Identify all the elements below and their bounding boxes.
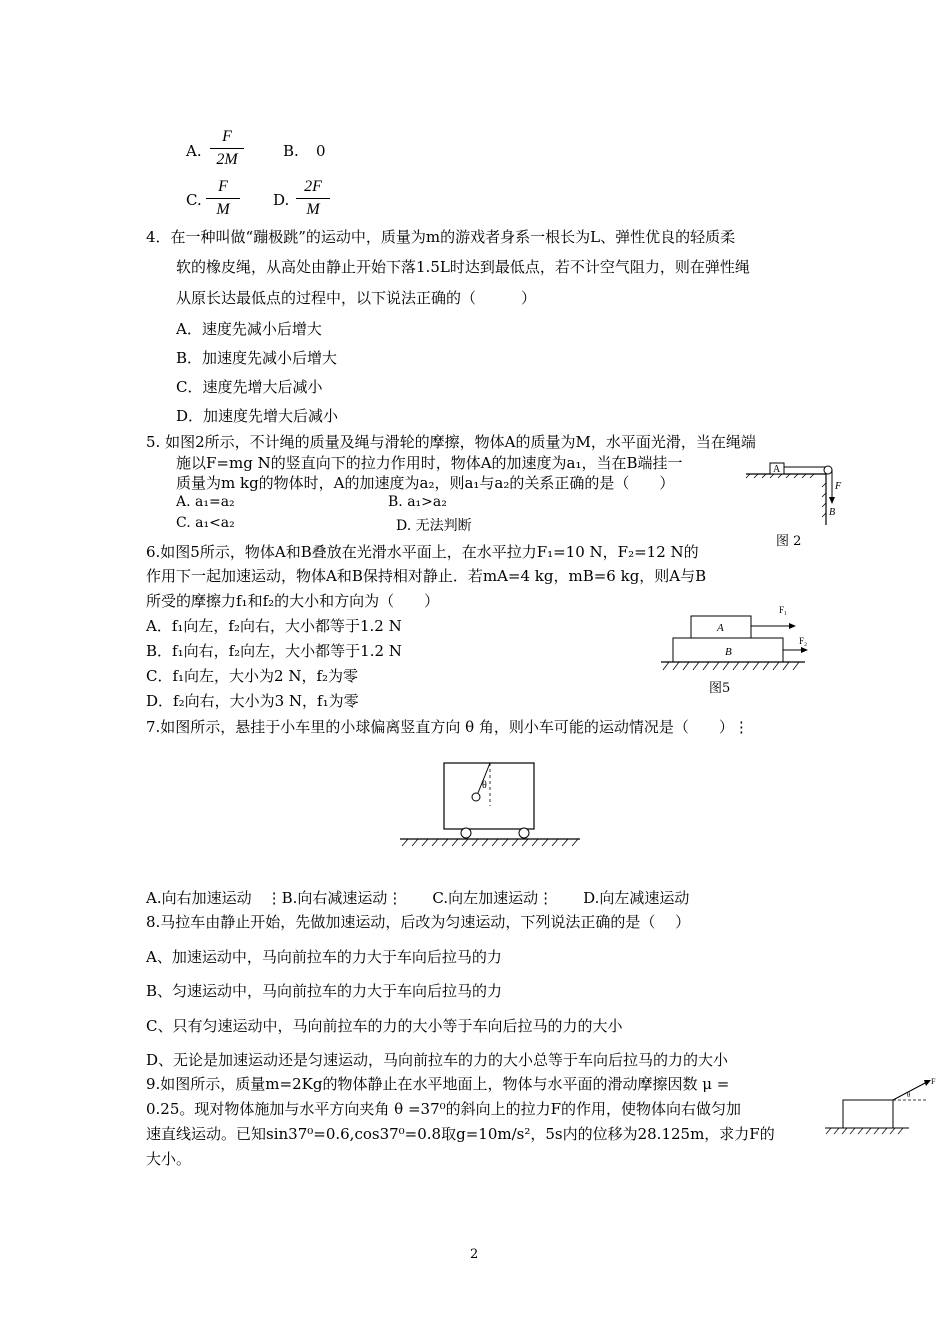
q9-stem-line-4: 大小。 [146, 1150, 192, 1168]
figure-5-caption: 图5 [709, 681, 731, 696]
q4-option-a: A．速度先减小后增大 [176, 320, 322, 338]
q5-option-b: B. a₁>a₂ [388, 494, 447, 510]
pulley-icon [824, 466, 832, 474]
q6-option-d: D．f₂向右，大小为3 N，f₁为零 [146, 692, 359, 710]
angle-theta-label: θ [482, 780, 487, 791]
q3-option-b-label: B. [283, 142, 299, 160]
q8-stem: 8.马拉车由静止开始，先做加速运动，后改为匀速运动，下列说法正确的是（ ） [146, 913, 691, 931]
q6-option-b: B．f₁向右，f₂向左，大小都等于1.2 N [146, 642, 402, 660]
q3-option-d-label: D. [273, 191, 290, 209]
q7-stem: 7.如图所示，悬挂于小车里的小球偏离竖直方向 θ 角，则小车可能的运动情况是（ ）⋮ [146, 718, 749, 736]
pendulum-ball [472, 793, 480, 801]
block-b-label: B [725, 646, 732, 658]
q3-option-a-label: A. [186, 142, 202, 160]
force-f-label: F [931, 1077, 936, 1086]
q3-option-d-fraction [296, 178, 330, 219]
q6-stem-line-1: 6.如图5所示，物体A和B叠放在光滑水平面上，在水平拉力F₁=10 N，F₂=12 N的 [146, 543, 699, 561]
q4-stem-line-2: 软的橡皮绳，从高处由静止开始下落1.5L时达到最低点，若不计空气阻力，则在弹性绳 [176, 258, 750, 276]
block [843, 1100, 893, 1128]
q5-stem-line-2: 施以F=mg N的竖直向下的拉力作用时，物体A的加速度为a₁，当在B端挂一 [176, 454, 683, 472]
q9-stem-line-2: 0.25。现对物体施加与水平方向夹角 θ =37⁰的斜向上的拉力F的作用，使物体向右做匀加 [146, 1100, 742, 1118]
fraction-numerator: 2F [304, 178, 322, 195]
q8-option-c: C、只有匀速运动中，马向前拉车的力的大小等于车向后拉马的力的大小 [146, 1017, 623, 1035]
q3-option-c-fraction [206, 178, 240, 219]
q5-option-c: C. a₁<a₂ [176, 515, 235, 531]
q5-option-a: A. a₁=a₂ [176, 494, 235, 510]
q3-option-b-value: 0 [316, 142, 326, 160]
block-a-label: A [717, 622, 724, 634]
q8-option-a: A、加速运动中，马向前拉车的力大于车向后拉马的力 [146, 948, 502, 966]
q9-stem-line-3: 速直线运动。已知sin37⁰=0.6,cos37⁰=0.8取g=10m/s²，5s内的位移为28.125m，求力F的 [146, 1125, 775, 1143]
figure-block-inclined-pull [823, 1072, 945, 1142]
q6-option-c: C．f₁向左，大小为2 N，f₂为零 [146, 667, 359, 685]
fraction-numerator: F [218, 178, 228, 195]
q9-stem-line-1: 9.如图所示，质量m=2Kg的物体静止在水平地面上，物体与水平面的滑动摩擦因数 μ = [146, 1075, 730, 1093]
q6-option-a: A．f₁向左，f₂向右，大小都等于1.2 N [146, 617, 402, 635]
q7-options: A.向右加速运动 ⋮B.向右减速运动⋮ C.向左加速运动⋮ D.向左减速运动 [146, 889, 690, 907]
q6-stem-line-3: 所受的摩擦力f₁和f₂的大小和方向为（ ） [146, 592, 440, 610]
force-f1-label: F₁ [779, 605, 788, 615]
q5-stem-line-1: 5. 如图2所示，不计绳的质量及绳与滑轮的摩擦，物体A的质量为M，水平面光滑，当在绳端 [146, 433, 756, 451]
q4-option-c: C．速度先增大后减小 [176, 378, 323, 396]
q3-option-a-fraction [210, 128, 244, 169]
point-b-label: B [829, 507, 836, 518]
fraction-denominator: M [216, 201, 230, 218]
fraction-denominator: 2M [216, 151, 238, 168]
wheel-left [461, 828, 471, 838]
q3-option-c-label: C. [186, 191, 202, 209]
force-f-label: F [835, 481, 842, 492]
wheel-right [519, 828, 529, 838]
q5-option-d: D. 无法判断 [396, 518, 472, 534]
force-f2-label: F₂ [799, 636, 808, 646]
cart-body [444, 763, 534, 829]
block-a-label: A [773, 464, 781, 475]
figure-cart-with-pendulum [398, 756, 583, 851]
q4-option-b: B．加速度先减小后增大 [176, 349, 338, 367]
q5-stem-line-3: 质量为m kg的物体时，A的加速度为a₂，则a₁与a₂的关系正确的是（ ） [176, 474, 675, 492]
q4-stem-line-1: 4．在一种叫做“蹦极跳”的运动中，质量为m的游戏者身系一根长为L、弹性优良的轻质柔 [146, 228, 736, 246]
figure-5-stacked-blocks [655, 600, 825, 695]
q4-stem-line-3: 从原长达最低点的过程中，以下说法正确的（ ） [176, 289, 537, 307]
q8-option-b: B、匀速运动中，马向前拉车的力大于车向后拉马的力 [146, 982, 503, 1000]
fraction-denominator: M [306, 201, 320, 218]
fraction-numerator: F [222, 128, 232, 145]
angle-theta-label: θ [907, 1091, 911, 1099]
figure-2-caption: 图 2 [776, 534, 802, 549]
q8-option-d: D、无论是加速运动还是匀速运动，马向前拉车的力的大小总等于车向后拉马的力的大小 [146, 1051, 729, 1069]
page-number: 2 [470, 1247, 479, 1262]
q6-stem-line-2: 作用下一起加速运动，物体A和B保持相对静止．若mA=4 kg，mB=6 kg，则A与B [146, 567, 707, 585]
q4-option-d: D．加速度先增大后减小 [176, 407, 339, 425]
